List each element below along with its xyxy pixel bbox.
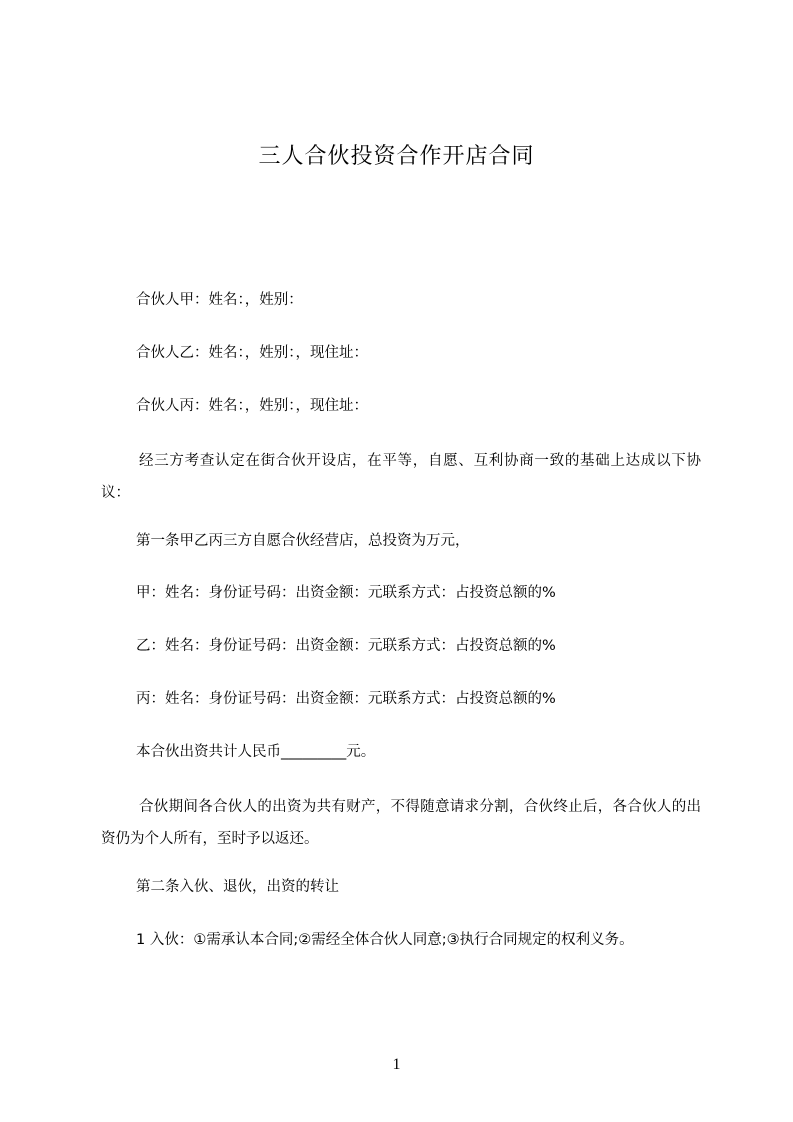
total-capital-line: 本合伙出资共计人民币_________元。 — [136, 744, 376, 760]
page-number: 1 — [392, 1056, 401, 1073]
partner-c-line: 合伙人丙：姓名：，姓别：，现住址： — [136, 398, 368, 414]
investor-b-line: 乙：姓名：身份证号码：出资金额：元联系方式：占投资总额的% — [136, 638, 556, 654]
property-clause-paragraph: 合伙期间各合伙人的出资为共有财产，不得随意请求分割，合伙终止后，各合伙人的出资仍为个人所有，至时予以返还。 — [101, 799, 701, 847]
intro-paragraph: 经三方考查认定在街合伙开设店，在平等，自愿、互利协商一致的基础上达成以下协议： — [101, 453, 701, 501]
partner-b-line: 合伙人乙：姓名：，姓别：，现住址： — [136, 345, 368, 361]
join-clause-line: 1 入伙：①需承认本合同;②需经全体合伙人同意;③执行合同规定的权利义务。 — [136, 932, 634, 948]
investor-a-line: 甲：姓名：身份证号码：出资金额：元联系方式：占投资总额的% — [136, 585, 556, 601]
document-title: 三人合伙投资合作开店合同 — [258, 144, 535, 169]
article-2-heading: 第二条入伙、退伙，出资的转让 — [136, 879, 339, 895]
article-1-heading: 第一条甲乙丙三方自愿合伙经营店，总投资为万元， — [136, 533, 470, 549]
partner-a-line: 合伙人甲：姓名：，姓别： — [136, 292, 303, 308]
investor-c-line: 丙：姓名：身份证号码：出资金额：元联系方式：占投资总额的% — [136, 691, 556, 707]
